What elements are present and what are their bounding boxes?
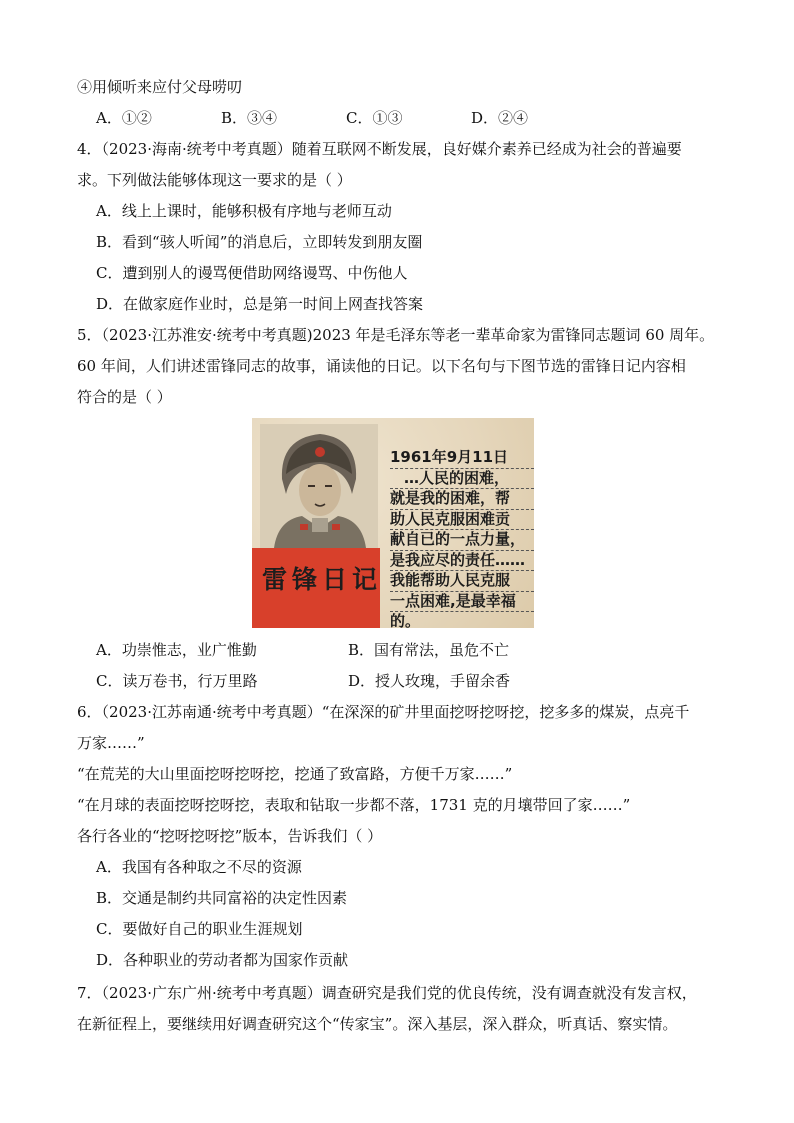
q6-option-d: D．各种职业的劳动者都为国家作贡献 [96,951,349,969]
q7-stem-line1: 7．（2023·广东广州·统考中考真题）调查研究是我们党的优良传统，没有调查就没有发言权， [77,984,697,1002]
q5-option-d: D．授人玫瑰，手留余香 [348,672,511,690]
q4-stem-line2: 求。下列做法能够体现这一要求的是（ ） [77,171,352,189]
q5-stem-line1: 5．（2023·江苏淮安·统考中考真题)2023 年是毛泽东等老一辈革命家为雷锋同志题词 60 周年。 [77,326,715,344]
diary-excerpt [390,448,534,628]
q4-option-a: A．线上上课时，能够积极有序地与老师互动 [96,202,392,220]
q6-stem-line4: “在月球的表面挖呀挖呀挖，表取和钻取一步都不落，1731 克的月壤带回了家……” [77,796,631,814]
diary-date: 1961年9月11日 [390,448,534,469]
q7-stem-line2: 在新征程上，要继续用好调查研究这个“传家宝”。深入基层，深入群众，听真话、察实情。 [77,1015,678,1033]
diary-line: 献自已的一点力量， [390,530,534,551]
diary-line: 是我应尽的责任…… [390,551,534,572]
book-title: 雷锋日记 [262,565,383,594]
q6-option-c: C．要做好自己的职业生涯规划 [96,920,303,938]
diary-line: …人民的困难， [390,469,534,490]
prev-item-4: ④用倾听来应付父母唠叨 [77,78,243,96]
q5-option-a: A．功崇惟志，业广惟勤 [96,641,257,659]
option-d: D．②④ [471,109,529,127]
q4-option-c: C．遭到别人的谩骂便借助网络谩骂、中伤他人 [96,264,408,282]
q6-stem-line3: “在荒芜的大山里面挖呀挖呀挖，挖通了致富路，方便千万家……” [77,765,513,783]
q5-options-row2 [96,671,600,691]
option-a: A．①② [96,109,152,127]
q6-stem-line5: 各行各业的“挖呀挖呀挖”版本，告诉我们（ ） [77,827,383,845]
q6-stem-line1: 6．（2023·江苏南通·统考中考真题）“在深深的矿井里面挖呀挖呀挖，挖多多的煤炭，点亮千 [77,703,690,721]
q5-stem-line3: 符合的是（ ） [77,388,172,406]
q4-option-d: D．在做家庭作业时，总是第一时间上网查找答案 [96,295,424,313]
diary-line: 我能帮助人民克服 [390,571,534,592]
diary-line: 一点困难,是最幸福 [390,592,534,613]
leifeng-portrait [260,424,378,548]
q5-options-row1 [96,640,600,660]
q5-stem-line2: 60 年间，人们讲述雷锋同志的故事，诵读他的日记。以下名句与下图节选的雷锋日记内容相 [77,357,686,375]
q5-option-c: C．读万卷书，行万里路 [96,672,258,690]
q6-stem-line2: 万家……” [77,734,145,752]
q6-option-b: B．交通是制约共同富裕的决定性因素 [96,889,348,907]
q4-stem-line1: 4．（2023·海南·统考中考真题）随着互联网不断发展，良好媒介素养已经成为社会的普遍要 [77,140,682,158]
diary-line: 的。 [390,612,421,628]
q3-options [96,108,596,128]
leifeng-diary-image [252,418,534,628]
q6-option-a: A．我国有各种取之不尽的资源 [96,858,302,876]
option-b: B．③④ [221,109,278,127]
q5-option-b: B．国有常法，虽危不亡 [348,641,510,659]
diary-line: 助人民克服困难贡 [390,510,534,531]
diary-line: 就是我的困难，帮 [390,489,534,510]
q4-option-b: B．看到“骇人听闻”的消息后，立即转发到朋友圈 [96,233,423,251]
option-c: C．①③ [346,109,403,127]
